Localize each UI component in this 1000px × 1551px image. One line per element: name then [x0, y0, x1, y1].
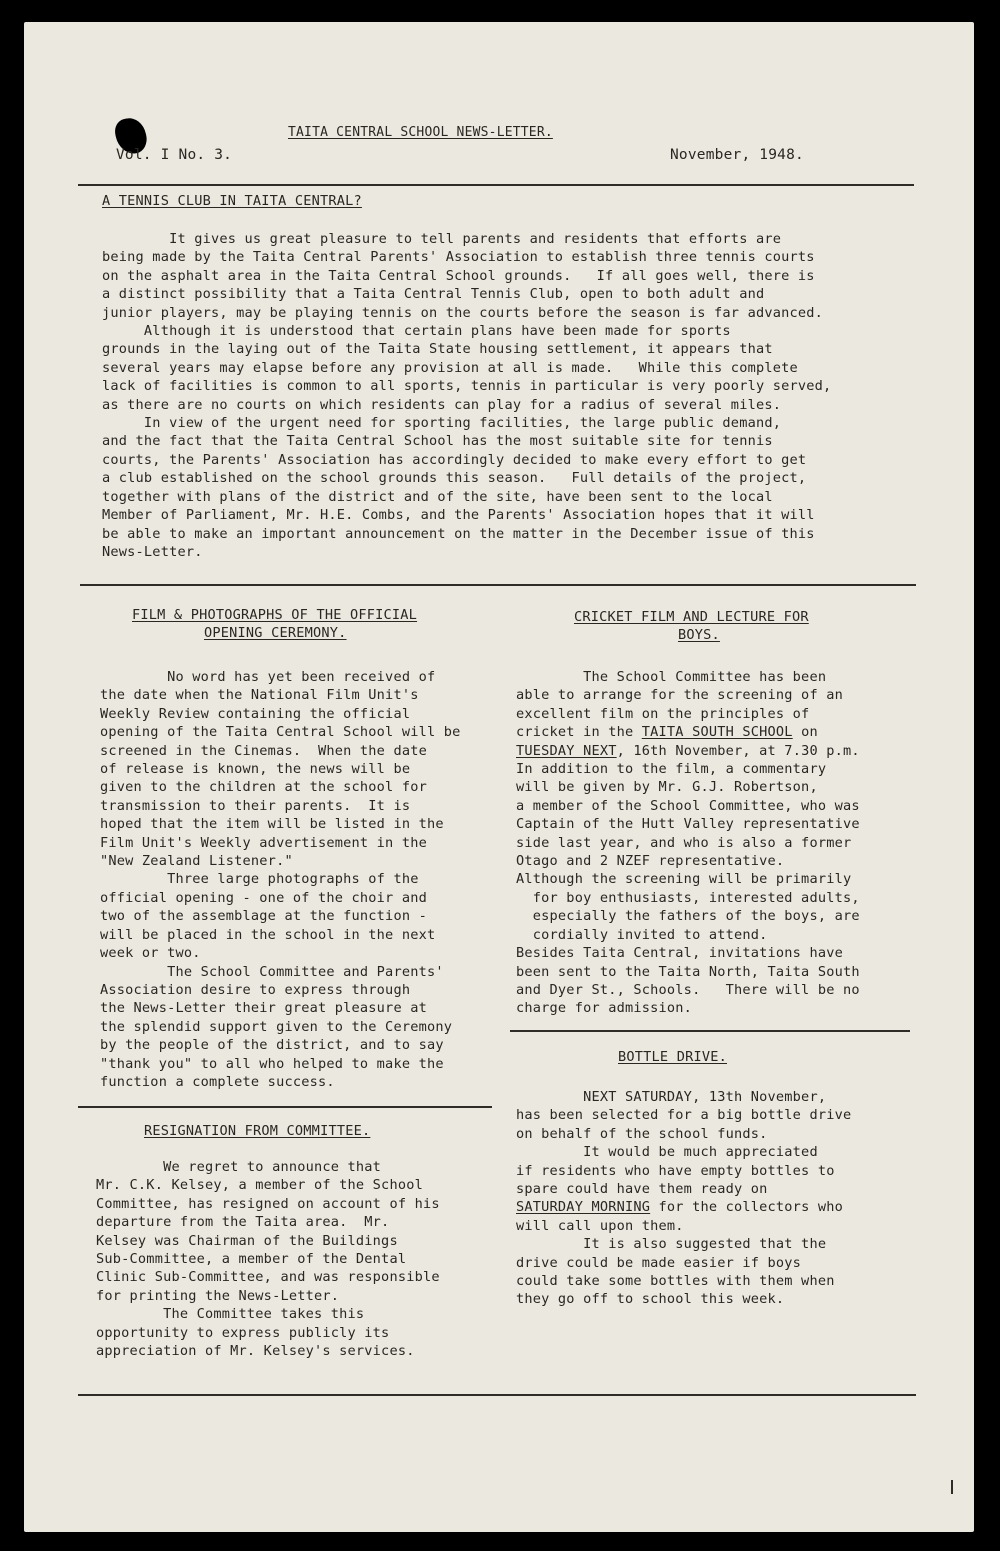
tennis-line: a club established on the school grounds this season. Full details of the project, [102, 470, 807, 487]
film-line: screened in the Cinemas. When the date [100, 742, 427, 759]
bottle-line: spare could have them ready on [516, 1181, 768, 1198]
film-heading-line2: OPENING CEREMONY. [204, 625, 347, 641]
cricket-line: a member of the School Committee, who was [516, 797, 860, 814]
cricket-line [516, 723, 860, 741]
cricket-line: side last year, and who is also a former [516, 834, 852, 851]
tennis-line: on the asphalt area in the Taita Central School grounds. If all goes well, there is [102, 267, 815, 284]
cricket-venue-suffix: on [792, 724, 818, 741]
cricket-line: Otago and 2 NZEF representative. [516, 853, 785, 870]
bottle-line: has been selected for a big bottle drive [516, 1107, 852, 1124]
tennis-line: as there are no courts on which residents can play for a radius of several miles. [102, 396, 782, 413]
film-line: hoped that the item will be listed in the [100, 816, 444, 833]
tennis-line: together with plans of the district and of the site, have been sent to the local [102, 488, 773, 505]
tennis-line: lack of facilities is common to all sports, tennis in particular is very poorly served, [102, 378, 832, 395]
volume-number: Vol. I No. 3. [116, 147, 233, 163]
footer-rule [78, 1394, 916, 1396]
cricket-heading-line2: BOYS. [678, 627, 720, 643]
film-line: the splendid support given to the Ceremony [100, 1018, 453, 1035]
film-line: of release is known, the news will be [100, 761, 411, 778]
film-line: Weekly Review containing the official [100, 705, 411, 722]
resignation-heading: RESIGNATION FROM COMMITTEE. [144, 1123, 371, 1139]
cricket-line [516, 742, 860, 760]
film-line: given to the children at the school for [100, 779, 427, 796]
resignation-line: for printing the News-Letter. [96, 1287, 340, 1304]
bottle-day: SATURDAY MORNING [516, 1199, 651, 1216]
issue-date: November, 1948. [670, 147, 804, 163]
cricket-line: Besides Taita Central, invitations have [516, 945, 843, 962]
cricket-line: been sent to the Taita North, Taita South [516, 963, 860, 980]
film-heading: FILM & PHOTOGRAPHS OF THE OFFICIAL [132, 607, 418, 623]
resignation-line: Clinic Sub-Committee, and was responsible [96, 1269, 440, 1286]
tennis-heading: A TENNIS CLUB IN TAITA CENTRAL? [102, 193, 362, 209]
tennis-line: It gives us great pleasure to tell parents and residents that efforts are [102, 231, 782, 247]
film-line: Three large photographs of the [100, 871, 419, 888]
bottle-line: It would be much appreciated [516, 1144, 818, 1161]
resignation-line: The Committee takes this [96, 1306, 365, 1323]
cricket-line: In addition to the film, a commentary [516, 761, 827, 778]
resignation-line: Mr. C.K. Kelsey, a member of the School [96, 1177, 423, 1194]
bottle-line: It is also suggested that the [516, 1236, 827, 1253]
cricket-line: able to arrange for the screening of an [516, 687, 843, 704]
film-line: function a complete success. [100, 1073, 335, 1090]
tennis-line: In view of the urgent need for sporting facilities, the large public demand, [102, 415, 782, 432]
bottle-article [516, 1088, 851, 1309]
cricket-line: The School Committee has been [516, 669, 827, 685]
cricket-line: will be given by Mr. G.J. Robertson, [516, 779, 818, 796]
section-rule [80, 584, 916, 586]
section-rule [78, 1106, 492, 1108]
cricket-line: charge for admission. [516, 1000, 693, 1017]
resignation-line: Sub-Committee, a member of the Dental [96, 1251, 407, 1268]
bottle-day-suffix: for the collectors who [650, 1199, 843, 1216]
bottle-line: drive could be made easier if boys [516, 1254, 802, 1271]
cricket-day: TUESDAY NEXT [516, 742, 617, 759]
film-line: by the people of the district, and to say [100, 1037, 444, 1054]
section-rule [510, 1030, 910, 1032]
cricket-venue: TAITA SOUTH SCHOOL [641, 724, 793, 741]
film-line: the News-Letter their great pleasure at [100, 1000, 427, 1017]
cricket-line: and Dyer St., Schools. There will be no [516, 981, 860, 998]
resignation-article [96, 1158, 440, 1360]
tennis-line: grounds in the laying out of the Taita State housing settlement, it appears that [102, 341, 773, 358]
film-line: The School Committee and Parents' [100, 963, 444, 980]
tennis-line: be able to make an important announcement on the matter in the December issue of this [102, 525, 815, 542]
resignation-line: appreciation of Mr. Kelsey's services. [96, 1343, 415, 1360]
resignation-line: Committee, has resigned on account of his [96, 1195, 440, 1212]
bottle-line: they go off to school this week. [516, 1291, 785, 1308]
masthead-rule [78, 184, 914, 186]
film-line: Association desire to express through [100, 981, 411, 998]
film-line: transmission to their parents. It is [100, 797, 411, 814]
bottle-line: on behalf of the school funds. [516, 1125, 768, 1142]
tennis-line: and the fact that the Taita Central School has the most suitable site for tennis [102, 433, 773, 450]
tennis-line: courts, the Parents' Association has accordingly decided to make every effort to get [102, 451, 807, 468]
tennis-line: a distinct possibility that a Taita Central Tennis Club, open to both adult and [102, 286, 765, 303]
cricket-line: Although the screening will be primarily [516, 871, 852, 888]
resignation-line: departure from the Taita area. Mr. [96, 1214, 390, 1231]
resignation-line: opportunity to express publicly its [96, 1324, 390, 1341]
tennis-line: Member of Parliament, Mr. H.E. Combs, and the Parents' Association hopes that it will [102, 507, 815, 524]
cricket-heading: CRICKET FILM AND LECTURE FOR [574, 609, 809, 625]
film-line: the date when the National Film Unit's [100, 687, 419, 704]
cricket-line: cordially invited to attend. [516, 926, 768, 943]
tennis-line: News-Letter. [102, 543, 203, 560]
cricket-line: Captain of the Hutt Valley representative [516, 816, 860, 833]
bottle-line: if residents who have empty bottles to [516, 1162, 835, 1179]
newsletter-title: TAITA CENTRAL SCHOOL NEWS-LETTER. [288, 125, 553, 140]
bottle-heading: BOTTLE DRIVE. [618, 1049, 727, 1065]
resignation-line: We regret to announce that [96, 1159, 382, 1175]
bottle-line: NEXT SATURDAY, 13th November, [516, 1089, 827, 1105]
newsletter-sheet [24, 22, 974, 1532]
film-line: official opening - one of the choir and [100, 889, 427, 906]
film-line: "thank you" to all who helped to make the [100, 1055, 444, 1072]
film-article [100, 668, 461, 1091]
film-line: "New Zealand Listener." [100, 853, 293, 870]
cricket-line: especially the fathers of the boys, are [516, 908, 860, 925]
cricket-article [516, 668, 860, 1018]
film-line: will be placed in the school in the next [100, 926, 436, 943]
tennis-line: several years may elapse before any provision at all is made. While this complete [102, 359, 798, 376]
film-line: No word has yet been received of [100, 669, 436, 685]
cricket-line: for boy enthusiasts, interested adults, [516, 889, 860, 906]
bottle-line: could take some bottles with them when [516, 1273, 835, 1290]
bottle-line: will call upon them. [516, 1217, 684, 1234]
cricket-venue-prefix: cricket in the [516, 724, 642, 741]
cricket-line: excellent film on the principles of [516, 705, 810, 722]
film-line: Film Unit's Weekly advertisement in the [100, 834, 427, 851]
margin-mark [951, 1480, 953, 1494]
tennis-line: junior players, may be playing tennis on the courts before the season is far advanced. [102, 304, 824, 321]
bottle-line [516, 1198, 851, 1216]
film-line: week or two. [100, 945, 201, 962]
film-line: opening of the Taita Central School will be [100, 724, 461, 741]
film-line: two of the assemblage at the function - [100, 908, 427, 925]
tennis-line: being made by the Taita Central Parents' Association to establish three tennis courts [102, 249, 815, 266]
cricket-time: , 16th November, at 7.30 p.m. [616, 742, 860, 759]
resignation-line: Kelsey was Chairman of the Buildings [96, 1232, 398, 1249]
tennis-line: Although it is understood that certain plans have been made for sports [102, 323, 731, 340]
tennis-article [102, 230, 831, 561]
